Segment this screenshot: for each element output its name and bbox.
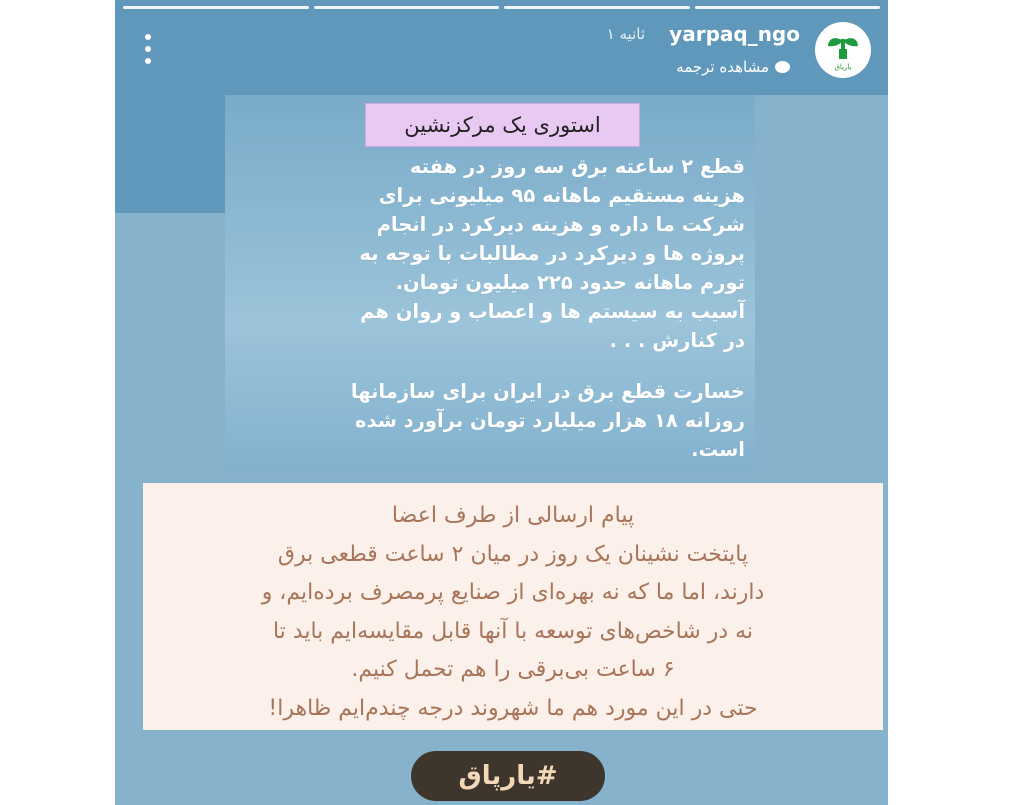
username[interactable]: yarpaq_ngo bbox=[669, 22, 800, 46]
story-line: است. bbox=[691, 438, 745, 461]
hashtag-sticker[interactable]: #یارپاق bbox=[411, 751, 605, 801]
story-line: در کنارش . . . bbox=[609, 329, 745, 352]
progress-segment bbox=[695, 6, 881, 9]
story-header bbox=[115, 0, 888, 95]
post-time: ۱ ثانیه bbox=[606, 25, 645, 43]
story-progress-bar bbox=[123, 6, 880, 9]
message-line: پایتخت نشینان یک روز در میان ۲ ساعت قطعی برق bbox=[277, 541, 749, 567]
avatar[interactable] bbox=[815, 22, 871, 78]
story-title: استوری یک مرکزنشین bbox=[365, 103, 640, 147]
story-line: قطع ۲ ساعته برق سه روز در هفته bbox=[409, 155, 745, 178]
story-line: آسیب به سیستم ها و اعصاب و روان هم bbox=[360, 300, 745, 323]
story-line: هزینه مستقیم ماهانه ۹۵ میلیونی برای bbox=[378, 184, 745, 207]
story-line: تورم ماهانه حدود ۲۲۵ میلیون تومان. bbox=[395, 271, 745, 294]
story-line: خسارت قطع برق در ایران برای سازمانها bbox=[350, 380, 745, 403]
progress-segment bbox=[123, 6, 309, 9]
chat-bubble-icon bbox=[775, 61, 790, 73]
member-message-box bbox=[143, 483, 883, 730]
story-line: روزانه ۱۸ هزار میلیارد تومان برآورد شده bbox=[354, 409, 745, 432]
message-heading: پیام ارسالی از طرف اعضا bbox=[391, 503, 635, 528]
more-options-icon[interactable] bbox=[143, 34, 153, 64]
story-line: شرکت ما داره و هزینه دیرکرد در انجام bbox=[376, 213, 745, 236]
message-line: ۶ ساعت بی‌برقی را هم تحمل کنیم. bbox=[351, 657, 675, 682]
message-line: نه در شاخص‌های توسعه با آنها قابل مقایسه‌ایم باید تا bbox=[272, 618, 754, 644]
message-line: حتی در این مورد هم ما شهروند درجه چندم‌ایم ظاهرا! bbox=[268, 695, 758, 721]
see-translation-label: مشاهده ترجمه bbox=[676, 58, 769, 76]
story-viewer[interactable] bbox=[115, 0, 888, 805]
story-line: پروژه ها و دیرکرد در مطالبات با توجه به bbox=[359, 242, 745, 265]
message-line: دارند، اما ما که نه بهره‌ای از صنایع پرمصرف برده‌ایم، و bbox=[261, 580, 765, 605]
see-translation-link[interactable] bbox=[610, 58, 790, 76]
progress-segment bbox=[314, 6, 500, 9]
story-background-strip bbox=[115, 95, 225, 213]
yarpaq-logo-icon bbox=[818, 25, 868, 75]
progress-segment bbox=[504, 6, 690, 9]
story-body bbox=[255, 152, 745, 464]
svg-text:یارپاق: یارپاق bbox=[834, 63, 852, 71]
